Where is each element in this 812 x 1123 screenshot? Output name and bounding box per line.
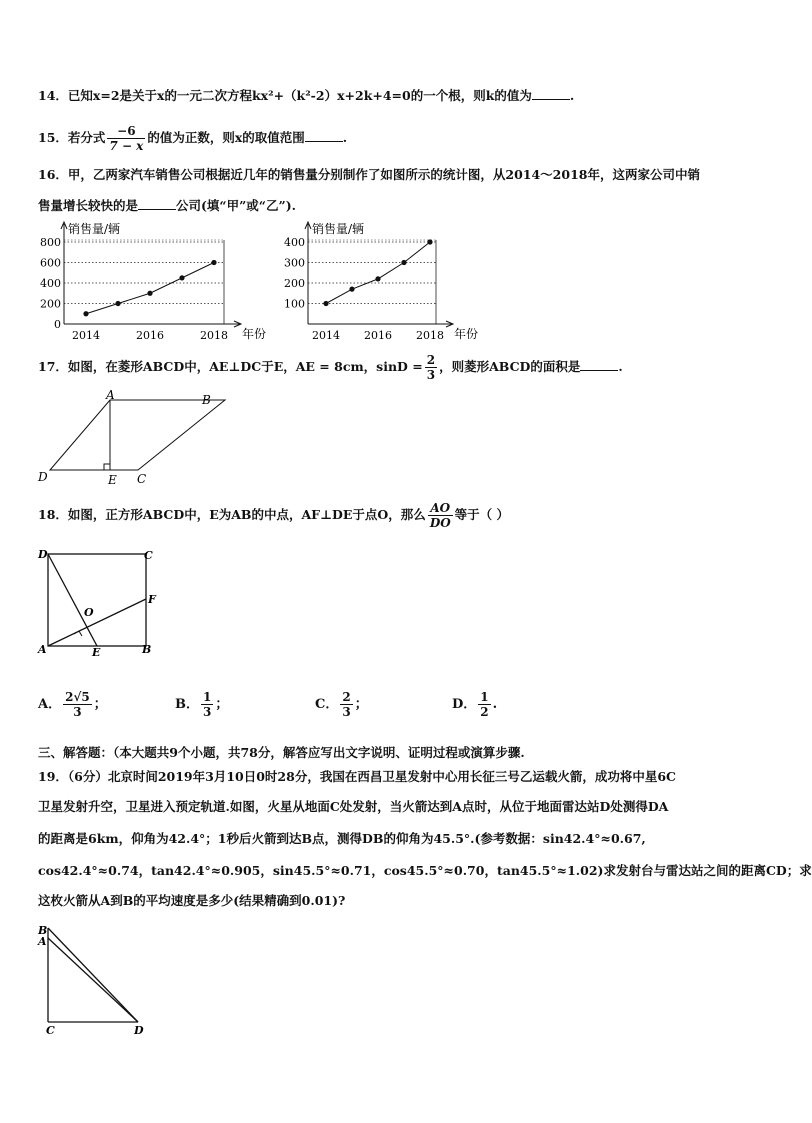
q15-pre: 若分式 bbox=[67, 130, 106, 145]
label-d: D bbox=[38, 548, 48, 561]
y-tick-label: 800 bbox=[40, 236, 61, 249]
rhombus-abcd bbox=[50, 400, 225, 470]
label-c: C bbox=[144, 549, 153, 562]
q15-fraction bbox=[107, 124, 145, 153]
y-tick-label: 200 bbox=[284, 277, 305, 290]
y-tick-label: 0 bbox=[54, 318, 61, 331]
square-abcd bbox=[48, 554, 146, 646]
q17-answer-blank[interactable] bbox=[580, 357, 618, 371]
option-d-fraction bbox=[478, 690, 490, 719]
question-19-line1: 19．（6分）北京时间2019年3月10日0时28分，我国在西昌卫星发射中心用长征三号乙运载火箭，成功将中星6C bbox=[38, 769, 676, 784]
q15-post: 的值为正数，则x的取值范围 bbox=[147, 130, 305, 145]
y-tick-label: 600 bbox=[40, 256, 61, 270]
label-a: A bbox=[38, 643, 47, 656]
q14-number: 14． bbox=[38, 88, 68, 103]
label-d: D bbox=[134, 1024, 144, 1037]
option-a-fraction bbox=[63, 690, 92, 719]
chart-company-yi bbox=[278, 218, 479, 343]
option-b-fraction bbox=[201, 690, 213, 719]
option-c-den: 3 bbox=[342, 705, 351, 719]
option-d[interactable] bbox=[452, 690, 497, 719]
q17-pre: 如图，在菱形ABCD中，AE⊥DC于E，AE = 8cm，sinD = bbox=[67, 359, 423, 374]
segment-de bbox=[48, 554, 97, 646]
question-16-line2 bbox=[38, 196, 296, 216]
question-19-line3: 的距离是6km，仰角为42.4°；1秒后火箭到达B点，测得DB的仰角为45.5°.(参考数据：sin42.4°≈0.67, bbox=[38, 831, 646, 846]
x-tick-label: 2018 bbox=[416, 329, 444, 342]
option-a-sep: ； bbox=[93, 697, 107, 712]
data-point bbox=[427, 239, 432, 244]
label-e: E bbox=[92, 646, 101, 659]
x-tick-label: 2014 bbox=[72, 329, 100, 342]
q15-end: . bbox=[342, 130, 348, 145]
x-axis-label: 年份 bbox=[242, 327, 267, 341]
q18-fraction bbox=[428, 501, 453, 530]
series-line bbox=[86, 263, 214, 314]
option-c[interactable] bbox=[315, 690, 368, 719]
x-tick-label: 2016 bbox=[364, 329, 392, 342]
q17-frac-num: 2 bbox=[426, 353, 436, 367]
y-tick-label: 400 bbox=[284, 236, 305, 249]
label-b: B bbox=[38, 924, 48, 937]
q17-frac-den: 3 bbox=[426, 368, 436, 382]
q18-number: 18． bbox=[38, 507, 68, 522]
y-tick-label: 200 bbox=[40, 297, 61, 311]
question-17 bbox=[38, 352, 623, 382]
q15-frac-num: −6 bbox=[107, 124, 145, 139]
question-18 bbox=[38, 498, 509, 532]
option-a-num: 2√5 bbox=[65, 690, 90, 704]
data-point bbox=[211, 260, 216, 265]
label-a: A bbox=[38, 935, 47, 948]
chart-company-jia bbox=[30, 218, 270, 343]
data-point bbox=[323, 301, 328, 306]
rhombus-figure bbox=[30, 388, 230, 488]
label-b: B bbox=[202, 393, 211, 407]
option-a-letter: A． bbox=[38, 697, 62, 712]
q17-number: 17． bbox=[38, 359, 68, 374]
q15-answer-blank[interactable] bbox=[305, 128, 343, 142]
option-c-fraction bbox=[340, 690, 352, 719]
option-c-sep: ； bbox=[354, 697, 368, 712]
q14-text: 已知x=2是关于x的一元二次方程kx²+（k²-2）x+2k+4=0的一个根，则k的值为 bbox=[67, 88, 532, 103]
question-19-line4: cos42.4°≈0.74，tan42.4°≈0.905，sin45.5°≈0.71，cos45.5°≈0.70，tan45.5°≈1.02)求发射台与雷达站之间的距离CD；求 bbox=[38, 863, 812, 878]
q14-answer-blank[interactable] bbox=[532, 86, 570, 100]
y-tick-label: 400 bbox=[40, 277, 61, 290]
y-tick-label: 300 bbox=[284, 256, 305, 270]
right-angle-mark-o bbox=[74, 631, 82, 636]
q16-line2-post: 公司(填“甲”或“乙”). bbox=[176, 198, 296, 213]
x-tick-label: 2016 bbox=[136, 329, 164, 342]
y-axis-label: 销售量/辆 bbox=[312, 222, 365, 236]
data-point bbox=[115, 301, 120, 306]
x-tick-label: 2014 bbox=[312, 329, 340, 342]
q14-end: . bbox=[569, 88, 575, 103]
question-19-line2: 卫星发射升空，卫星进入预定轨道.如图，火星从地面C处发射，当火箭达到A点时，从位于地面雷达站D处测得DA bbox=[38, 799, 669, 814]
x-axis-label: 年份 bbox=[454, 327, 479, 341]
option-b[interactable] bbox=[175, 690, 228, 719]
data-point bbox=[375, 276, 380, 281]
option-c-num: 2 bbox=[342, 690, 351, 704]
q18-frac-den: DO bbox=[429, 516, 451, 530]
section-3-heading: 三、解答题：（本大题共9个小题，共78分，解答应写出文字说明、证明过程或演算步骤. bbox=[38, 745, 525, 760]
question-14 bbox=[38, 86, 574, 106]
label-e: E bbox=[108, 473, 117, 487]
segment-af bbox=[48, 599, 146, 646]
label-c: C bbox=[46, 1024, 55, 1037]
q18-post: 等于（ ） bbox=[454, 507, 510, 522]
option-b-num: 1 bbox=[203, 690, 212, 704]
data-point bbox=[83, 311, 88, 316]
label-d: D bbox=[38, 470, 48, 484]
q16-answer-blank[interactable] bbox=[138, 196, 176, 210]
question-15 bbox=[38, 118, 347, 158]
square-figure bbox=[34, 546, 164, 659]
data-point bbox=[401, 260, 406, 265]
data-point bbox=[179, 275, 184, 280]
label-f: F bbox=[148, 593, 156, 606]
label-c: C bbox=[137, 472, 147, 486]
data-point bbox=[349, 287, 354, 292]
question-19-line5: 这枚火箭从A到B的平均速度是多少(结果精确到0.01)? bbox=[38, 893, 346, 908]
rocket-triangle-figure bbox=[34, 920, 154, 1038]
q15-frac-den: 7 − x bbox=[109, 139, 144, 153]
q18-frac-num: AO bbox=[428, 501, 453, 516]
option-b-den: 3 bbox=[203, 705, 212, 719]
segment-ad bbox=[48, 938, 138, 1022]
option-d-sep: . bbox=[492, 697, 498, 712]
series-line bbox=[326, 242, 430, 304]
q18-pre: 如图，正方形ABCD中，E为AB的中点，AF⊥DE于点O，那么 bbox=[67, 507, 426, 522]
q17-fraction bbox=[425, 353, 437, 382]
segment-bd bbox=[48, 928, 138, 1022]
option-b-sep: ； bbox=[215, 697, 229, 712]
x-tick-label: 2018 bbox=[200, 329, 228, 342]
option-c-letter: C． bbox=[315, 697, 339, 712]
data-point bbox=[147, 291, 152, 296]
y-axis-label: 销售量/辆 bbox=[68, 222, 121, 236]
label-b: B bbox=[142, 643, 152, 656]
q15-number: 15． bbox=[38, 130, 68, 145]
label-a: A bbox=[106, 388, 115, 402]
q17-post: ，则菱形ABCD的面积是 bbox=[439, 359, 581, 374]
right-angle-mark-e bbox=[104, 464, 110, 470]
option-a-den: 3 bbox=[73, 705, 82, 719]
option-d-num: 1 bbox=[480, 690, 489, 704]
option-d-den: 2 bbox=[480, 705, 489, 719]
question-16-line1: 16．甲，乙两家汽车销售公司根据近几年的销售量分别制作了如图所示的统计图，从2014～2018年，这两家公司中销 bbox=[38, 167, 700, 182]
option-b-letter: B． bbox=[175, 697, 199, 712]
y-tick-label: 100 bbox=[284, 297, 305, 311]
q17-end: . bbox=[618, 359, 623, 374]
label-o: O bbox=[84, 606, 94, 619]
q16-line2-pre: 售量增长较快的是 bbox=[38, 198, 139, 213]
option-a[interactable] bbox=[38, 690, 107, 719]
option-d-letter: D． bbox=[452, 697, 477, 712]
